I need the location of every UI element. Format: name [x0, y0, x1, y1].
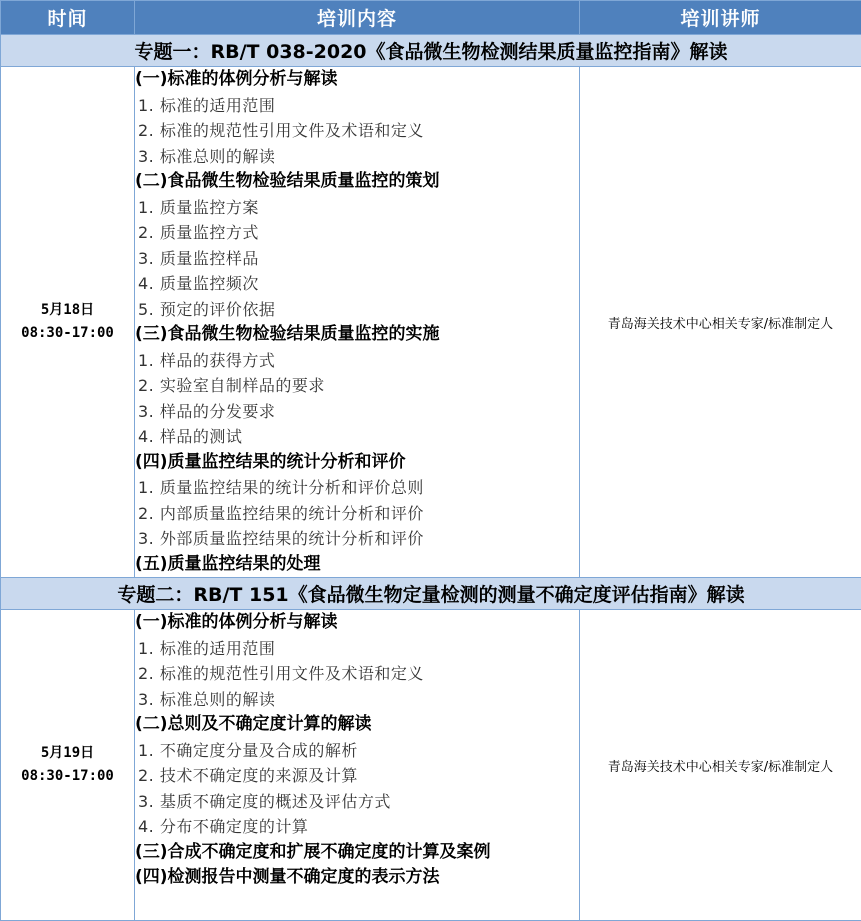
time-cell-2: [1, 610, 135, 921]
list-item: 1. 样品的获得方式: [135, 348, 579, 374]
list-item: 3. 基质不确定度的概述及评估方式: [135, 789, 579, 815]
topic-row-1: [1, 35, 861, 67]
list-item: 1. 标准的适用范围: [135, 636, 579, 662]
section-heading: (三)合成不确定度和扩展不确定度的计算及案例: [135, 840, 579, 866]
section-heading: (四)质量监控结果的统计分析和评价: [135, 450, 579, 476]
session-row-1: [1, 67, 861, 578]
session-date-1: 5月18日: [1, 299, 134, 322]
session-row-2: [1, 610, 861, 921]
section-heading: (一)标准的体例分析与解读: [135, 67, 579, 93]
list-item: 2. 技术不确定度的来源及计算: [135, 763, 579, 789]
teacher-cell-2: 青岛海关技术中心相关专家/标准制定人: [580, 610, 861, 921]
list-item: 2. 标准的规范性引用文件及术语和定义: [135, 661, 579, 687]
list-item: 1. 质量监控方案: [135, 195, 579, 221]
header-row: [1, 1, 861, 35]
list-item: 5. 预定的评价依据: [135, 297, 579, 323]
section-heading: (一)标准的体例分析与解读: [135, 610, 579, 636]
header-teacher: 培训讲师: [580, 1, 861, 35]
list-item: 3. 样品的分发要求: [135, 399, 579, 425]
content-cell-2: [135, 610, 580, 921]
session-hours-2: 08:30-17:00: [1, 765, 134, 788]
section-heading: (三)食品微生物检验结果质量监控的实施: [135, 322, 579, 348]
section-heading: (二)食品微生物检验结果质量监控的策划: [135, 169, 579, 195]
list-item: 2. 质量监控方式: [135, 220, 579, 246]
list-item: 2. 实验室自制样品的要求: [135, 373, 579, 399]
list-item: 3. 质量监控样品: [135, 246, 579, 272]
list-item: 3. 标准总则的解读: [135, 687, 579, 713]
session-date-2: 5月19日: [1, 742, 134, 765]
header-time: 时间: [1, 1, 135, 35]
list-item: 4. 质量监控频次: [135, 271, 579, 297]
time-cell-1: [1, 67, 135, 578]
list-item: 2. 标准的规范性引用文件及术语和定义: [135, 118, 579, 144]
list-item: 4. 分布不确定度的计算: [135, 814, 579, 840]
list-item: 3. 外部质量监控结果的统计分析和评价: [135, 526, 579, 552]
list-item: 1. 质量监控结果的统计分析和评价总则: [135, 475, 579, 501]
teacher-cell-1: 青岛海关技术中心相关专家/标准制定人: [580, 67, 861, 578]
topic-title-2: 专题二：RB/T 151《食品微生物定量检测的测量不确定度评估指南》解读: [1, 578, 861, 610]
list-item: 2. 内部质量监控结果的统计分析和评价: [135, 501, 579, 527]
header-content: 培训内容: [135, 1, 580, 35]
section-heading: (二)总则及不确定度计算的解读: [135, 712, 579, 738]
list-item: 3. 标准总则的解读: [135, 144, 579, 170]
list-item: 4. 样品的测试: [135, 424, 579, 450]
topic-row-2: [1, 578, 861, 610]
session-hours-1: 08:30-17:00: [1, 322, 134, 345]
list-item: 1. 标准的适用范围: [135, 93, 579, 119]
topic-title-1: 专题一：RB/T 038-2020《食品微生物检测结果质量监控指南》解读: [1, 35, 861, 67]
section-heading: (五)质量监控结果的处理: [135, 552, 579, 578]
list-item: 1. 不确定度分量及合成的解析: [135, 738, 579, 764]
content-cell-1: [135, 67, 580, 578]
section-heading: (四)检测报告中测量不确定度的表示方法: [135, 865, 579, 891]
